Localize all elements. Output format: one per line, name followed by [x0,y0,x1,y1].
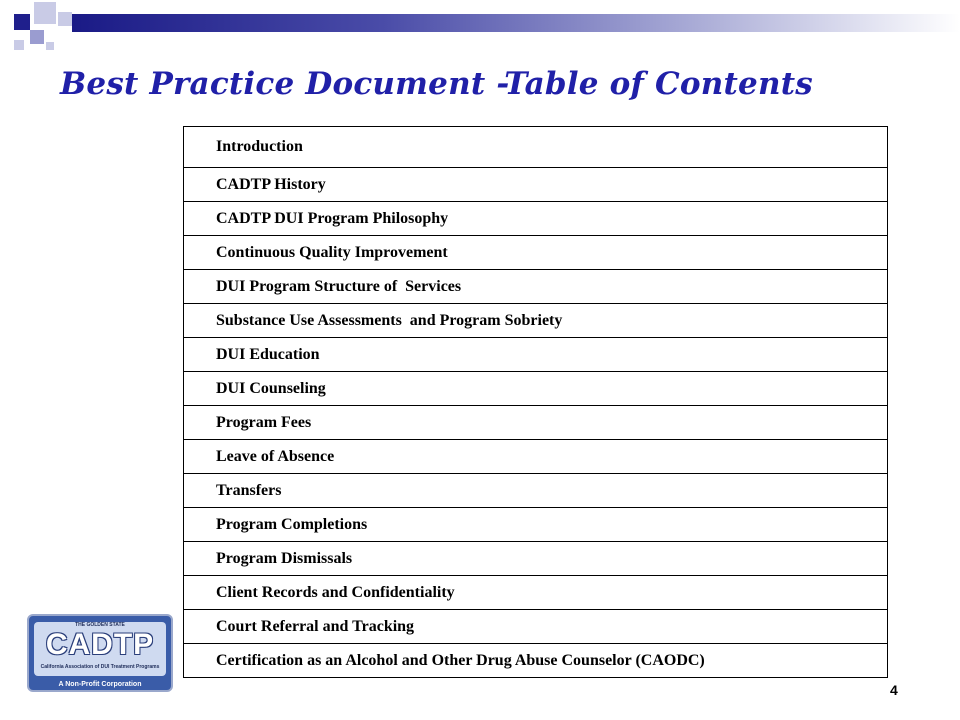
toc-row [184,644,888,678]
toc-item: Certification as an Alcohol and Other Drug Abuse Counselor (CAODC) [184,644,888,678]
toc-row [184,406,888,440]
toc-row [184,270,888,304]
toc-row [184,304,888,338]
decor-square [14,40,24,50]
header-gradient-bar [72,14,960,32]
page-number: 4 [890,682,898,698]
toc-item: Client Records and Confidentiality [184,576,888,610]
logo-top-text: THE GOLDEN STATE [75,622,125,628]
logo-footer: A Non-Profit Corporation [58,681,142,688]
logo-plate [34,622,166,676]
slide-title: Best Practice Document -Table of Contents [60,66,813,102]
toc-row [184,474,888,508]
toc-item: Continuous Quality Improvement [184,236,888,270]
decor-square [34,2,56,24]
table-of-contents [183,126,888,678]
logo-name: CADTP [45,628,155,661]
toc-item: CADTP DUI Program Philosophy [184,202,888,236]
toc-item: DUI Counseling [184,372,888,406]
toc-item: DUI Education [184,338,888,372]
decor-square [58,12,72,26]
toc-row [184,236,888,270]
toc-row [184,542,888,576]
toc-item: Leave of Absence [184,440,888,474]
toc-row [184,168,888,202]
toc-item: Substance Use Assessments and Program Sobriety [184,304,888,338]
toc-item: Program Dismissals [184,542,888,576]
toc-item: Court Referral and Tracking [184,610,888,644]
toc-row [184,610,888,644]
toc-item: Program Fees [184,406,888,440]
toc-row [184,127,888,168]
toc-item: Introduction [184,127,888,168]
toc-item: Transfers [184,474,888,508]
toc-row [184,372,888,406]
toc-row [184,576,888,610]
toc-row [184,202,888,236]
logo-subtitle: California Association of DUI Treatment Programs [40,664,160,670]
toc-row [184,440,888,474]
toc-row [184,508,888,542]
toc-row [184,338,888,372]
cadtp-logo [27,614,173,692]
toc-item: Program Completions [184,508,888,542]
decor-square [14,14,30,30]
decor-square [30,30,44,44]
toc-item: DUI Program Structure of Services [184,270,888,304]
toc-item: CADTP History [184,168,888,202]
decor-square [46,42,54,50]
